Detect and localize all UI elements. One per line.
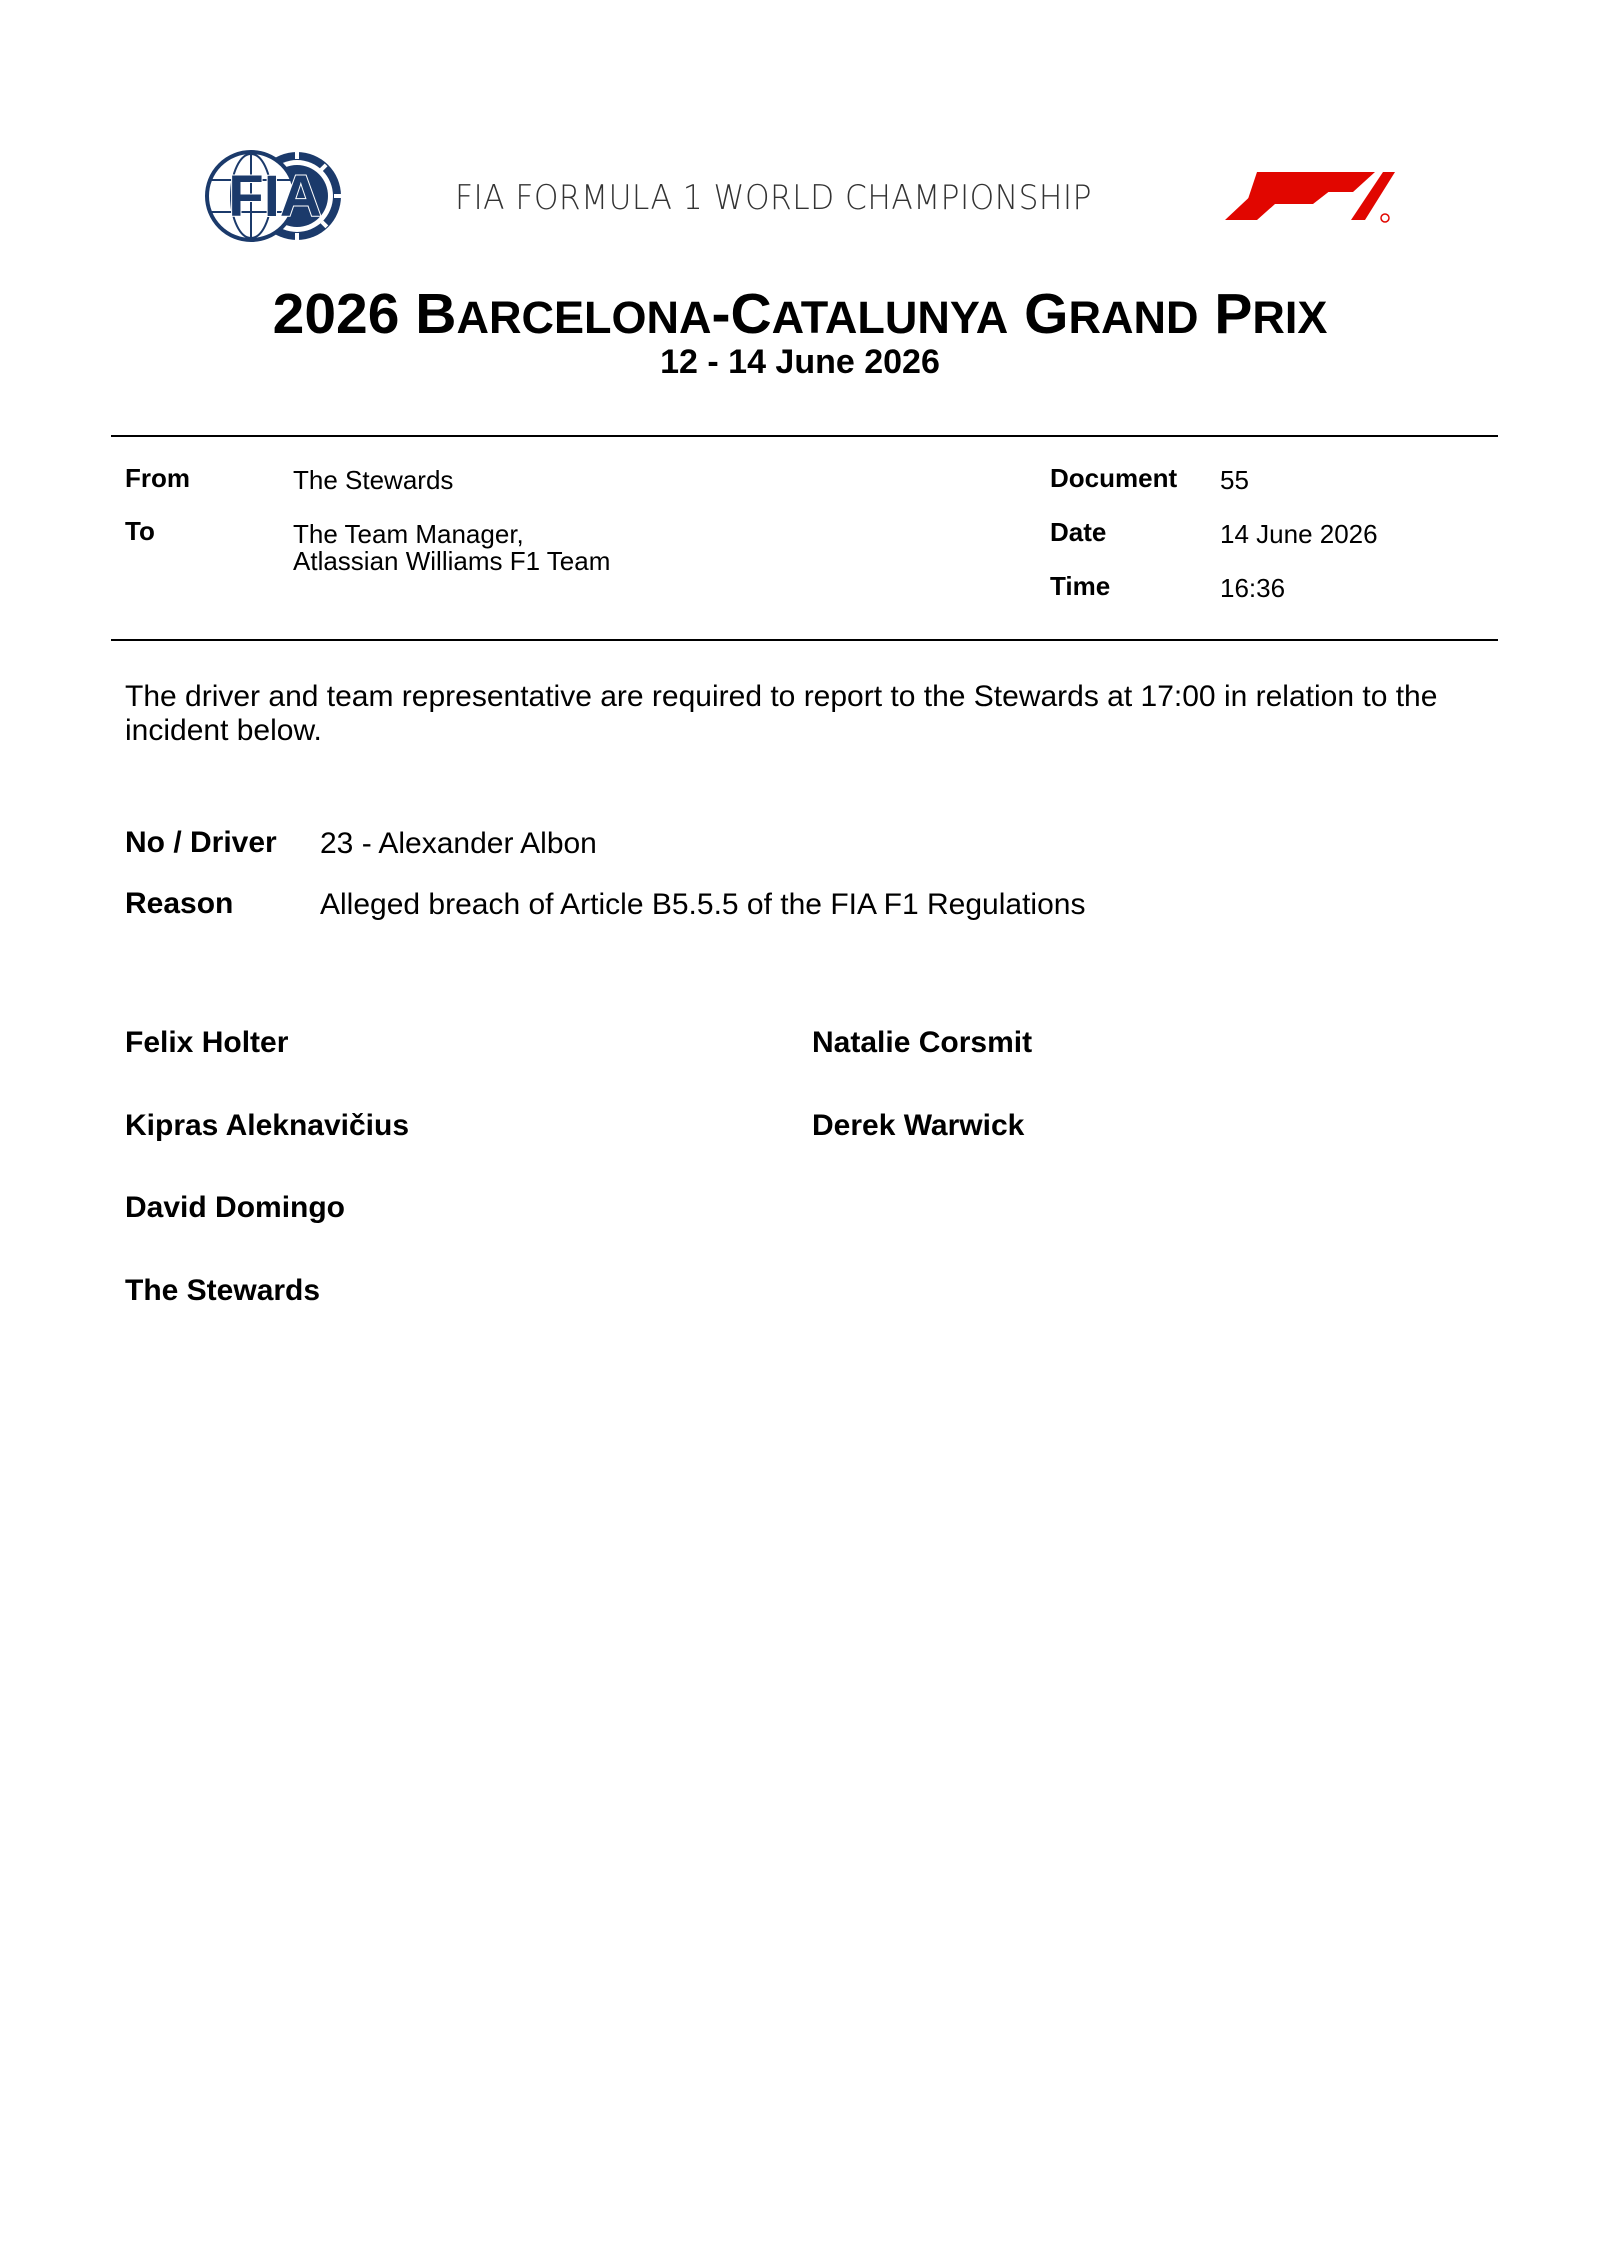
driver-value: 23 - Alexander Albon — [320, 827, 597, 860]
stewards-signature: The Stewards — [125, 1274, 321, 1307]
event-dates: 12 - 14 June 2026 — [660, 343, 940, 381]
steward-name: David Domingo — [125, 1191, 346, 1224]
time-label: Time — [1050, 571, 1111, 601]
svg-text:FIA: FIA — [228, 164, 322, 229]
steward-name: Natalie Corsmit — [812, 1026, 1033, 1059]
to-value-line2: Atlassian Williams F1 Team — [293, 546, 611, 576]
document-value: 55 — [1220, 465, 1249, 495]
summons-text: The driver and team representative are required to report to the Stewards at 17:00 in relation to the incident below. — [125, 680, 1438, 747]
from-label: From — [125, 463, 190, 493]
divider-top — [111, 435, 1498, 437]
steward-name: Derek Warwick — [812, 1109, 1025, 1142]
to-value-line1: The Team Manager, — [293, 519, 524, 549]
reason-value: Alleged breach of Article B5.5.5 of the FIA F1 Regulations — [320, 888, 1086, 921]
f1-logo — [1205, 168, 1400, 224]
date-value: 14 June 2026 — [1220, 519, 1378, 549]
time-value: 16:36 — [1220, 573, 1286, 603]
reason-label: Reason — [125, 887, 234, 920]
fia-logo — [205, 150, 343, 242]
event-title: 2026 BARCELONA-CATALUNYA GRAND PRIX — [272, 282, 1328, 346]
steward-name: Kipras Aleknavičius — [125, 1109, 410, 1142]
date-label: Date — [1050, 517, 1107, 547]
to-label: To — [125, 516, 155, 546]
from-value: The Stewards — [293, 465, 454, 495]
championship-heading: FIA FORMULA 1 WORLD CHAMPIONSHIP — [455, 178, 1092, 218]
driver-label: No / Driver — [125, 826, 277, 859]
divider-bottom — [111, 639, 1498, 641]
document-label: Document — [1050, 463, 1178, 493]
steward-name: Felix Holter — [125, 1026, 289, 1059]
